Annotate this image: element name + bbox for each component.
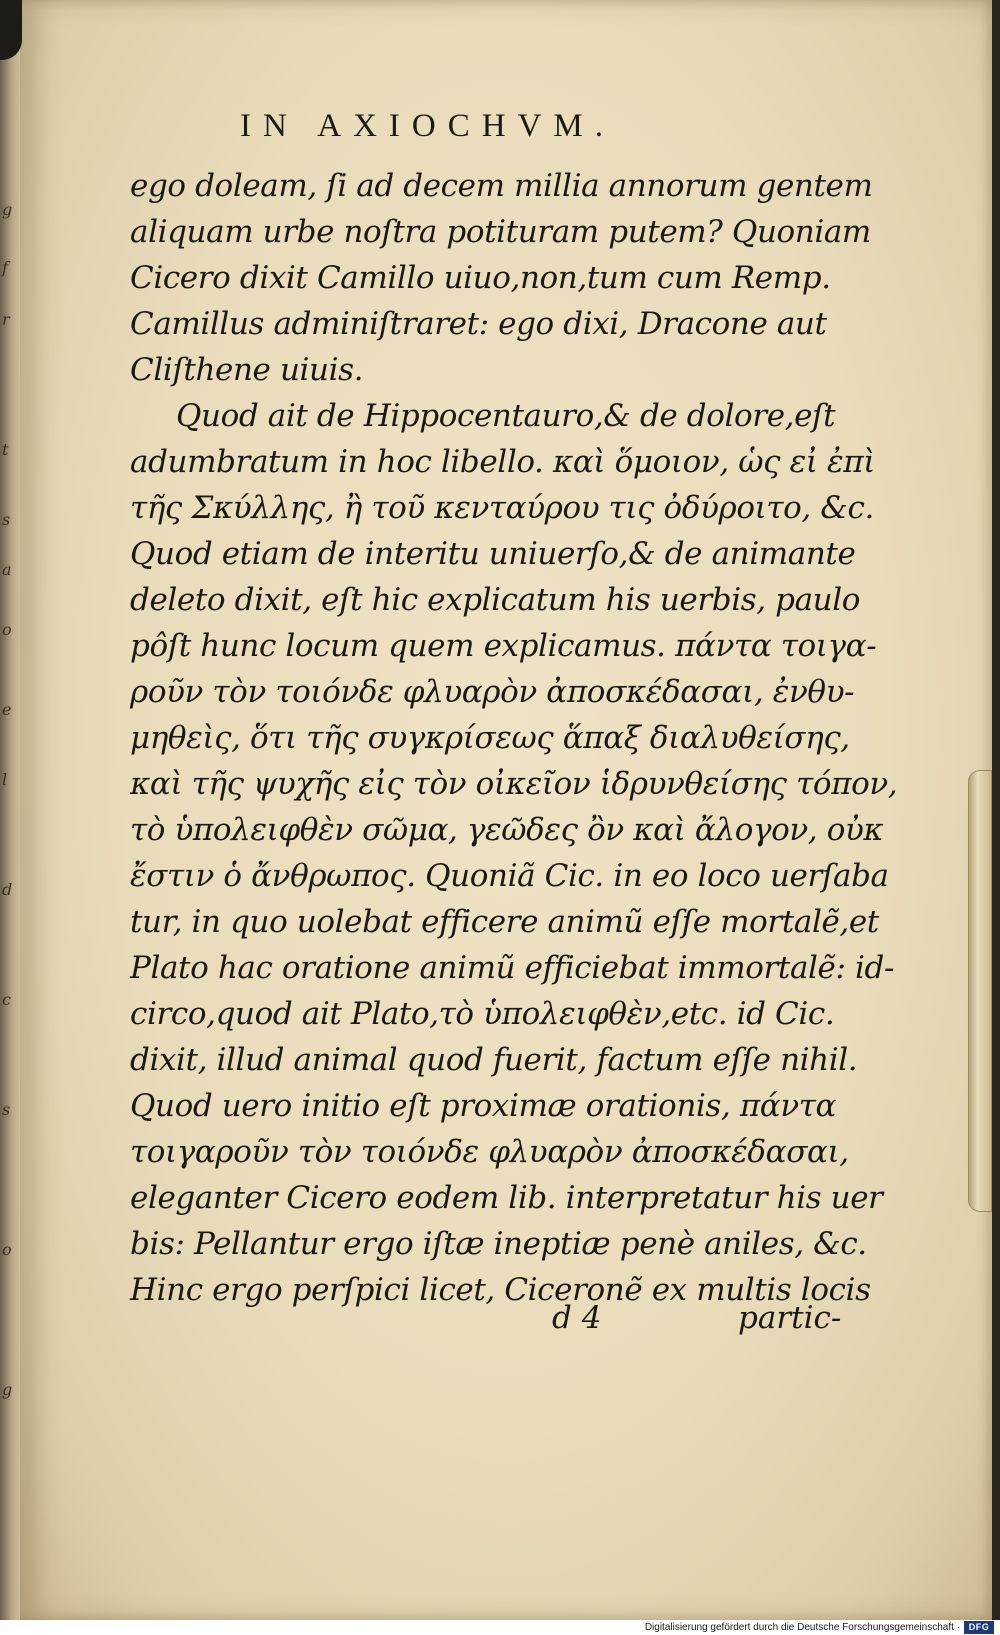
text-line: Cliſthene uiuis. [130,352,364,388]
text-line: tur, in quo uolebat efficere animũ eſſe mortalẽ,et [130,904,879,940]
text-line: Quod ait de Hippocentauro,& de dolore,eſt [176,398,836,434]
text-line: deleto dixit, eſt hic explicatum his uerbis, paulo [130,582,861,618]
text-line: Plato hac oratione animũ efficiebat immortalẽ: id- [130,950,895,986]
leaf-fragment: l [2,770,8,789]
text-line: τὸ ὑπολειφθὲν σῶμα, γεῶδες ὂν καὶ ἄλογον, οὐκ [130,812,884,848]
text-line: καὶ τῆς ψυχῆς εἰς τὸν οἰκεῖον ἱδρυνθείσης τόπον, [130,766,898,802]
leaf-fragment: s [2,510,11,529]
leaf-fragment: o [2,620,12,639]
leaf-fragment: g [2,1380,13,1399]
page-clasp [968,770,992,1212]
text-line: Quod uero initio eſt proximæ orationis, πάντα [130,1088,837,1124]
leaf-fragment: c [2,990,11,1009]
leaf-fragment: e [2,700,12,719]
running-head: IN AXIOCHVM. [240,108,615,144]
dfg-logo: DFG [964,1621,994,1634]
leaf-fragment: s [2,1100,11,1119]
text-line: dixit, illud animal quod fuerit, factum eſſe nihil. [130,1042,858,1078]
text-line: Quod etiam de interitu uniuerſo,& de animante [130,536,856,572]
text-line: μηθεὶς, ὅτι τῆς συγκρίσεως ἅπαξ διαλυθείσης, [130,720,850,756]
adjacent-leaf-text [0,0,20,1620]
text-line: adumbratum in hoc libello. καὶ ὅμοιον, ὡς εἰ ἐπὶ [130,444,875,480]
text-line: τῆς Σκύλλης, ἢ τοῦ κενταύρου τις ὀδύροιτο, &c. [130,490,874,526]
catchword: partic- [738,1300,842,1336]
text-line: aliquam urbe noſtra potituram putem? Quoniam [130,214,871,250]
leaf-fragment: d [2,880,13,899]
text-line: Cicero dixit Camillo uiuo,non,tum cum Remp. [130,260,831,296]
leaf-fragment: t [2,440,9,459]
text-line: ego doleam, ſi ad decem millia annorum gentem [130,168,873,204]
leaf-fragment: r [2,310,10,329]
text-line: bis: Pellantur ergo iſtæ ineptiæ penè aniles, &c. [130,1226,867,1262]
text-line: ἔστιν ὁ ἄνθρωπος. Quoniã Cic. in eo loco uerſaba [130,858,889,894]
leaf-fragment: g [2,200,13,219]
text-line: Camillus adminiſtraret: ego dixi, Dracone aut [130,306,827,342]
text-line: eleganter Cicero eodem lib. interpretatur his uer [130,1180,883,1216]
text-line: pôſt hunc locum quem explicamus. πάντα τοιγα- [130,628,877,664]
text-line: Hinc ergo perſpici licet, Ciceronẽ ex multis locis [130,1272,871,1308]
leaf-fragment: a [2,560,12,579]
text-line: circo,quod ait Plato,τὸ ὑπολειφθὲν,etc. id Cic. [130,996,835,1032]
text-line: ροῦν τὸν τοιόνδε φλυαρὸν ἀποσκέδασαι, ἐνθυ- [130,674,855,710]
binding-shadow [0,0,22,60]
signature-mark: d 4 [552,1300,602,1336]
leaf-fragment: f [2,258,8,277]
text-line: τοιγαροῦν τὸν τοιόνδε φλυαρὸν ἀποσκέδασαι, [130,1134,849,1170]
leaf-fragment: o [2,1240,12,1259]
digitization-credit: Digitalisierung gefördert durch die Deutsche Forschungsgemeinschaft · [644,1622,960,1633]
